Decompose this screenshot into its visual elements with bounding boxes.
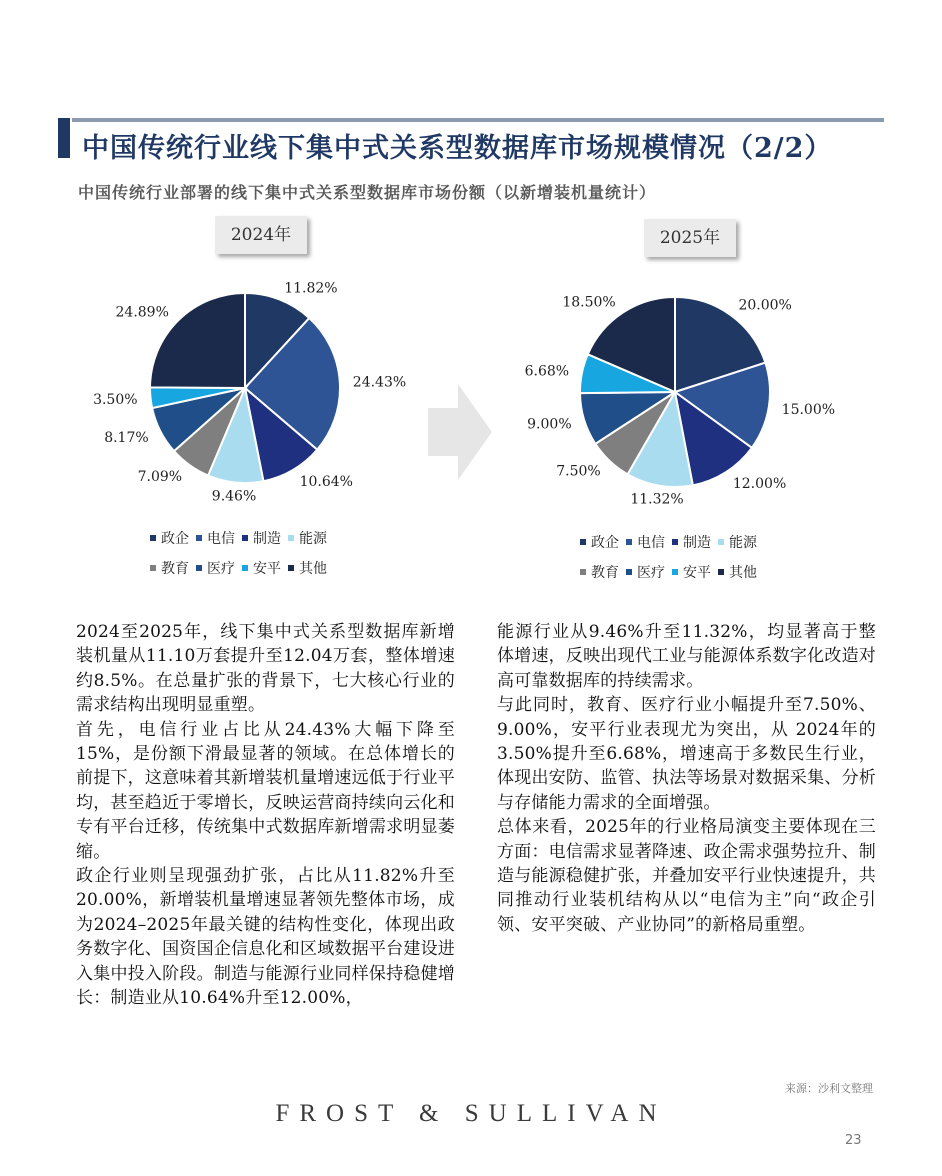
legend-swatch [580,569,586,575]
legend-row-2 [580,558,764,588]
pie-2025 [525,295,835,508]
pie-data-label: 7.50% [556,463,601,480]
legend-label: 安平 [253,561,281,577]
legend-2024 [150,524,334,584]
legend-row-1 [150,524,334,554]
body-paragraph: 能源行业从9.46%升至11.32%，均显著高于整体增速，反映出现代工业与能源体系数字化改造对高可靠数据库的持续需求。 [497,622,876,691]
body-right-column [497,620,876,937]
legend-label: 其他 [729,565,757,581]
body-paragraph: 2024至2025年，线下集中式关系型数据库新增装机量从11.10万套提升至12.04万套，整体增速约8.5%。在总量扩张的背景下，七大核心行业的需求结构出现明显重塑。 [76,622,455,716]
legend-item [672,528,711,558]
body-paragraph: 与此同时，教育、医疗行业小幅提升至7.50%、9.00%，安平行业表现尤为突出，从 2024年的3.50%提升至6.68%，增速高于多数民生行业，体现出安防、监管、执法等场景对数据采集、分析与存储能力需求的全面增强。 [497,695,876,813]
source-note: 来源：沙利文整理 [785,1082,873,1095]
legend-item [242,524,281,554]
legend-swatch [626,539,632,545]
legend-swatch [150,565,156,571]
pie-data-label: 12.00% [732,476,787,493]
legend-label: 教育 [161,561,189,577]
legend-item [196,554,235,584]
legend-item [718,528,757,558]
legend-swatch [196,535,202,541]
legend-swatch [242,535,248,541]
legend-label: 其他 [299,561,327,577]
body-left-column [76,620,455,1011]
pie-data-label: 20.00% [738,297,792,314]
legend-item [626,528,665,558]
pie-data-label: 15.00% [781,401,836,418]
year-2024-label: 2024年 [215,216,307,254]
legend-swatch [580,539,586,545]
legend-label: 教育 [591,565,619,581]
pie-data-label: 6.68% [524,363,570,380]
brand-logo: FROST & SULLIVAN [275,1100,667,1127]
chart-subtitle: 中国传统行业部署的线下集中式关系型数据库市场份额（以新增装机量统计） [78,183,657,202]
pie-2024 [93,280,406,504]
legend-label: 能源 [729,535,757,551]
legend-label: 电信 [637,535,665,551]
pie-data-label: 3.50% [93,392,138,409]
legend-swatch [150,535,156,541]
legend-item [196,524,235,554]
legend-item [580,528,619,558]
body-paragraph: 总体来看，2025年的行业格局演变主要体现在三方面：电信需求显著降速、政企需求强势拉升、制造与能源稳健扩张，并叠加安平行业快速提升，共同推动行业装机结构从以“电信为主”向“政企引领、安平突破、产业协同”的新格局重塑。 [497,817,876,935]
legend-item [150,554,189,584]
legend-label: 政企 [161,531,189,547]
legend-item [672,558,711,588]
pie-data-label: 18.50% [562,294,616,311]
legend-label: 能源 [299,531,327,547]
legend-swatch [626,569,632,575]
legend-swatch [672,539,678,545]
legend-swatch [288,535,294,541]
legend-label: 制造 [683,535,711,551]
legend-item [580,558,619,588]
pie-data-label: 9.46% [211,488,257,505]
pie-data-label: 7.09% [137,468,183,485]
legend-item [718,558,757,588]
pie-data-label: 11.32% [630,491,684,508]
pie-data-label: 9.00% [527,416,572,433]
legend-2025 [580,528,764,588]
transition-arrow [428,384,492,480]
legend-label: 医疗 [207,561,235,577]
pie-data-label: 24.89% [115,304,169,321]
legend-item [242,554,281,584]
legend-row-2 [150,554,334,584]
legend-swatch [242,565,248,571]
legend-label: 安平 [683,565,711,581]
page-title: 中国传统行业线下集中式关系型数据库市场规模情况（2/2） [82,133,833,164]
pie-data-label: 11.82% [284,280,338,297]
legend-label: 电信 [207,531,235,547]
pie-data-label: 10.64% [299,474,353,491]
legend-swatch [672,569,678,575]
legend-row-1 [580,528,764,558]
legend-swatch [718,569,724,575]
legend-label: 政企 [591,535,619,551]
pie-data-label: 24.43% [352,374,407,391]
legend-label: 医疗 [637,565,665,581]
legend-item [626,558,665,588]
legend-item [150,524,189,554]
legend-item [288,524,327,554]
body-paragraph: 首先，电信行业占比从24.43%大幅下降至15%，是份额下滑最显著的领域。在总体增长的前提下，这意味着其新增装机量增速远低于行业平均，甚至趋近于零增长，反映运营商持续向云化和专有平台迁移，传统集中式数据库新增需求明显萎缩。 [76,719,455,862]
page-number: 23 [845,1133,862,1148]
pie-data-label: 8.17% [104,429,149,446]
legend-label: 制造 [253,531,281,547]
body-paragraph: 政企行业则呈现强劲扩张，占比从11.82%升至20.00%，新增装机量增速显著领先整体市场，成为2024–2025年最关键的结构性变化，体现出政务数字化、国资国企信息化和区域数据平台建设进入集中投入阶段。制造与能源行业同样保持稳健增长：制造业从10.64%升至12.00%， [76,866,455,1009]
year-2025-label: 2025年 [644,219,736,257]
legend-item [288,554,327,584]
legend-swatch [196,565,202,571]
legend-swatch [288,565,294,571]
legend-swatch [718,539,724,545]
